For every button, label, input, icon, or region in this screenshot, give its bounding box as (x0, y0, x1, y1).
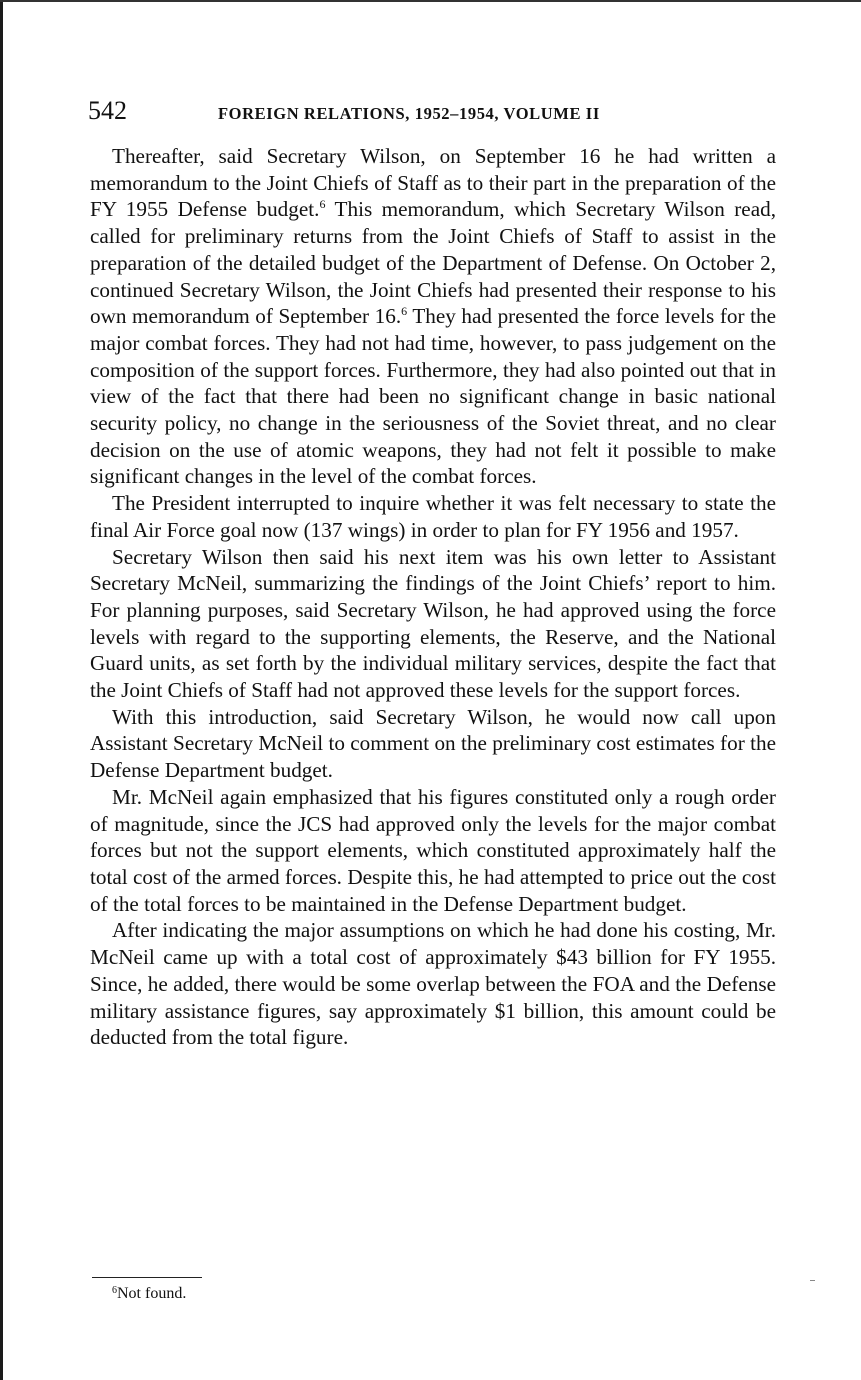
paragraph (90, 704, 776, 784)
footnote-rule (92, 1277, 202, 1278)
scan-speck (810, 1280, 815, 1281)
scan-edge-top (0, 0, 861, 2)
text-run: Secretary Wilson then said his next item was his own letter to Assistant Secretary McNeil, summarizing the findings of the Joint Chiefs’ report to him. For planning purposes, said Secretary Wilson, he had approved using the force levels with regard to the supporting elements, the Reserve, and the National Guard units, as set forth by the individual military services, despite the fact that the Joint Chiefs of Staff had not approved these levels for the support forces. (90, 544, 776, 703)
paragraph (90, 917, 776, 1051)
paragraph (90, 490, 776, 543)
text-run: After indicating the major assumptions on which he had done his costing, Mr. McNeil came up with a total cost of approximately $43 billion for FY 1955. Since, he added, there would be some overlap between the FOA and the Defense military assistance figures, say approximately $1 billion, this amount could be deducted from the total figure. (90, 918, 776, 1050)
footnote-ref: 6 (319, 197, 326, 212)
footnote-text: Not found. (117, 1285, 187, 1302)
page-header (88, 96, 778, 130)
text-run: Mr. McNeil again emphasized that his figures constituted only a rough order of magnitude, since the JCS had approved only the levels for the major combat forces but not the support elements, which constituted approximately half the total cost of the armed forces. Despite this, he had attempted to price out the cost of the total forces to be maintained in the Defense Department budget. (90, 784, 776, 916)
paragraph (90, 784, 776, 918)
footnote-marker: 6 (112, 1285, 117, 1296)
text-run: This memorandum, which Secretary Wilson read, called for preliminary returns from the Joint Chiefs of Staff to assist in the preparation of the detailed budget of the Department of Defense. On October 2, continued Secretary Wilson, the Joint Chiefs had presented their response to his own memorandum of September 16. (90, 197, 777, 329)
text-run: With this introduction, said Secretary Wilson, he would now call upon Assistant Secretary McNeil to comment on the preliminary cost estimates for the Defense Department budget. (90, 704, 776, 783)
footnote (112, 1284, 186, 1304)
footnote-ref: 6 (401, 304, 408, 319)
text-run: The President interrupted to inquire whether it was felt necessary to state the final Air Force goal now (137 wings) in order to plan for FY 1956 and 1957. (90, 491, 776, 542)
page-number: 542 (88, 96, 127, 125)
scan-edge (0, 0, 3, 1380)
paragraph (90, 143, 776, 490)
body-text (90, 143, 776, 1051)
text-run: They had presented the force levels for the major combat forces. They had not had time, however, to pass judgement on the composition of the support forces. Furthermore, they had also pointed out that in view of the fact that there had been no significant change in basic national security policy, no change in the seriousness of the Soviet threat, and no clear decision on the use of atomic weapons, they had not felt it possible to make significant changes in the level of the combat forces. (90, 304, 776, 489)
text-run: Thereafter, said Secretary Wilson, on September 16 he had written a memorandum to the Joint Chiefs of Staff as to their part in the preparation of the FY 1955 Defense budget. (90, 144, 776, 222)
paragraph (90, 544, 776, 704)
running-head: FOREIGN RELATIONS, 1952–1954, VOLUME II (218, 104, 600, 123)
